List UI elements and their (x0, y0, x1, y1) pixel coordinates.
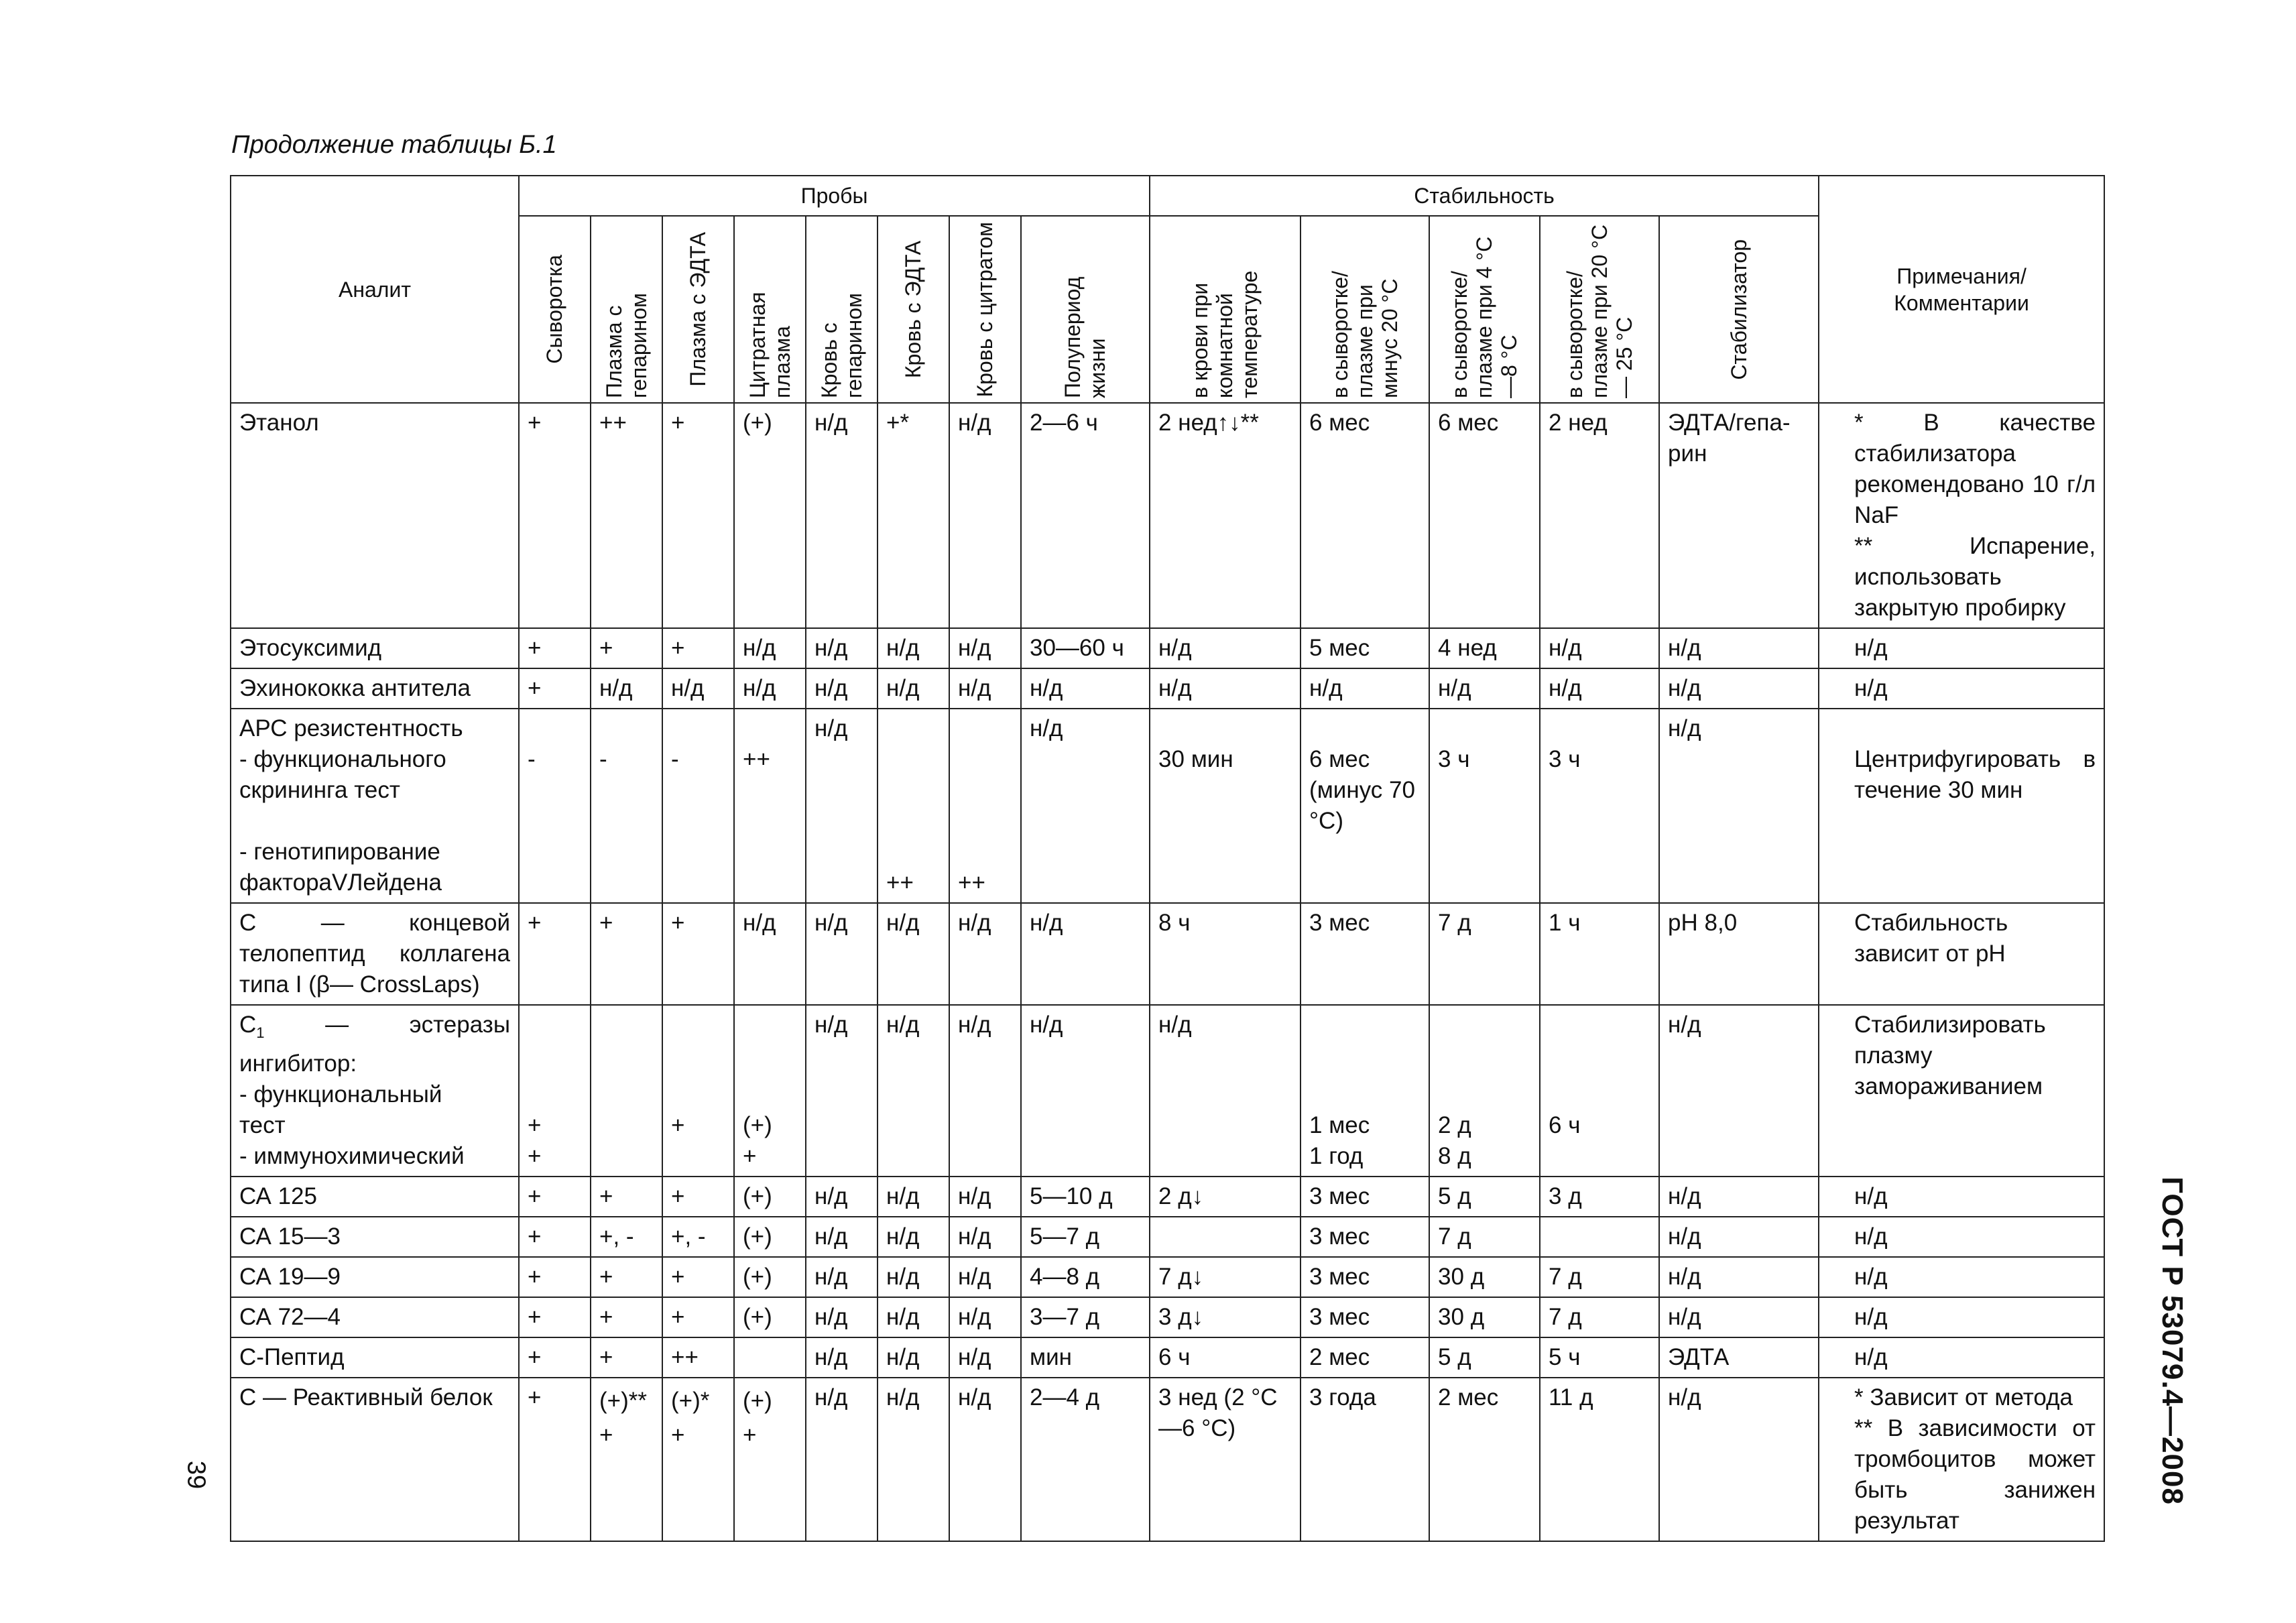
note-line: н/д (1854, 635, 1888, 661)
cell: н/д (878, 903, 949, 1005)
cell: н/д (949, 628, 1021, 668)
cell: н/д (1021, 903, 1150, 1005)
cell: + (662, 1177, 734, 1217)
cell: н/д (878, 1297, 949, 1337)
table-row (231, 1297, 2104, 1337)
cell: н/д (806, 903, 878, 1005)
cell: + (519, 403, 591, 628)
cell: + (662, 628, 734, 668)
cell: - (519, 709, 591, 903)
cell: н/д (806, 709, 878, 903)
header-heparin-plasma: Плазма с гепарином (591, 216, 662, 403)
header-edta-blood: Кровь с ЭДТА (878, 216, 949, 403)
cell: (+) (734, 1297, 806, 1337)
cell: н/д (1150, 668, 1301, 709)
cell: н/д (949, 1257, 1021, 1297)
cell: 7 д (1429, 1217, 1540, 1257)
cell: + (519, 1378, 591, 1541)
note-line: н/д (1854, 1264, 1888, 1290)
analyte-sub: - иммунохимический (239, 1143, 465, 1169)
analyte-title: $С_1$ — эстеразы ингибитор: (239, 1012, 510, 1077)
cell: мин (1021, 1337, 1150, 1378)
table-row (231, 628, 2104, 668)
cell: н/д (878, 1177, 949, 1217)
cell: (+) (734, 1217, 806, 1257)
analyte-name: СА 15—3 (231, 1217, 519, 1257)
cell: 7 д↓ (1150, 1257, 1301, 1297)
header-stability: Стабильность (1150, 176, 1819, 216)
cell: ++ (662, 1337, 734, 1378)
table-row (231, 709, 2104, 903)
cell: + (662, 903, 734, 1005)
cell: + (519, 628, 591, 668)
cell: 3 нед (2 °С—6 °С) (1150, 1378, 1301, 1541)
note-line: ** В зависимости от тромбоцитов может быть занижен результат (1854, 1415, 2096, 1534)
cell (591, 1005, 662, 1177)
cell: ЭДТА (1659, 1337, 1819, 1378)
cell: рН 8,0 (1659, 903, 1819, 1005)
analyte-name: Этосуксимид (231, 628, 519, 668)
cell: 6 мес (1429, 403, 1540, 628)
cell: 3—7 д (1021, 1297, 1150, 1337)
note-line: * В качестве стабилизатора рекомендовано 10 г/л NaF (1854, 410, 2096, 528)
stability-table (230, 175, 2105, 1542)
page-number: 39 (182, 1460, 210, 1490)
cell: +, - (662, 1217, 734, 1257)
cell: 2—6 ч (1021, 403, 1150, 628)
cell: 4 нед (1429, 628, 1540, 668)
cell: +, - (591, 1217, 662, 1257)
cell: 5 д (1429, 1337, 1540, 1378)
analyte-sub: тест (239, 1112, 286, 1138)
analyte-name: СА 19—9 (231, 1257, 519, 1297)
cell: н/д (1659, 1378, 1819, 1541)
cell: 2 мес (1429, 1378, 1540, 1541)
cell: 3 мес (1301, 1297, 1429, 1337)
analyte-name: Эхинококка антитела (231, 668, 519, 709)
header-citrate-blood: Кровь с цитратом (949, 216, 1021, 403)
cell: н/д (1659, 628, 1819, 668)
cell: + (519, 668, 591, 709)
analyte-name: Этанол (231, 403, 519, 628)
note-line: Стабильность зависит от рН (1854, 910, 2008, 967)
cell: ++ (878, 709, 949, 903)
analyte-name: С — концевой телопептид коллагена типа I (β— CrossLaps) (231, 903, 519, 1005)
analyte-sub: - функциональный (239, 1081, 442, 1107)
cell: н/д (878, 1337, 949, 1378)
cell: н/д (734, 668, 806, 709)
cell: н/д (949, 1297, 1021, 1337)
cell: 8 ч (1150, 903, 1301, 1005)
cell: 3 мес (1301, 1257, 1429, 1297)
note-line: н/д (1854, 1344, 1888, 1370)
cell: н/д (1659, 1005, 1819, 1177)
cell: 30—60 ч (1021, 628, 1150, 668)
note-cell (1819, 903, 2104, 1005)
cell: + (519, 903, 591, 1005)
cell: 5 д (1429, 1177, 1540, 1217)
cell: + (519, 1337, 591, 1378)
cell: 5—10 д (1021, 1177, 1150, 1217)
table-caption: Продолжение таблицы Б.1 (231, 131, 557, 159)
cell: 6 мес (минус 70 °С) (1301, 709, 1429, 903)
cell: - (662, 709, 734, 903)
header-serum-20-25: в сыворотке/ плазме при 20 °С — 25 °С (1540, 216, 1659, 403)
cell: 2—4 д (1021, 1378, 1150, 1541)
cell: 3 года (1301, 1378, 1429, 1541)
cell: 5 мес (1301, 628, 1429, 668)
cell: 2 мес (1301, 1337, 1429, 1378)
cell: 3 ч (1429, 709, 1540, 903)
cell: н/д (662, 668, 734, 709)
cell: 5—7 д (1021, 1217, 1150, 1257)
cell: 30 д (1429, 1257, 1540, 1297)
cell: н/д (949, 1337, 1021, 1378)
cell: 2 нед (1540, 403, 1659, 628)
note-cell (1819, 1005, 2104, 1177)
cell: 30 д (1429, 1297, 1540, 1337)
table-row (231, 1337, 2104, 1378)
cell: (+) (734, 403, 806, 628)
note-cell (1819, 1297, 2104, 1337)
cell: + + (519, 1005, 591, 1177)
cell: + (591, 1177, 662, 1217)
note-line: Стабилизировать плазму замораживанием (1854, 1012, 2046, 1099)
cell: н/д (806, 403, 878, 628)
document-code: ГОСТ Р 53079.4—2008 (2156, 1177, 2189, 1505)
cell: + (591, 1257, 662, 1297)
cell: (+) (734, 1177, 806, 1217)
cell: 3 д↓ (1150, 1297, 1301, 1337)
cell: н/д (806, 1005, 878, 1177)
cell: н/д (1429, 668, 1540, 709)
analyte-sub: - генотипирование фактораVЛейдена (239, 839, 442, 896)
cell: + (591, 628, 662, 668)
cell: н/д (878, 1005, 949, 1177)
cell: + (519, 1177, 591, 1217)
cell: 1 мес 1 год (1301, 1005, 1429, 1177)
header-serum-minus-20: в сыворотке/ плазме при минус 20 °С (1301, 216, 1429, 403)
cell: + (519, 1297, 591, 1337)
header-heparin-blood: Кровь с гепарином (806, 216, 878, 403)
header-citrate-plasma: Цитратная плазма (734, 216, 806, 403)
note-line: Центрифугировать в течение 30 мин (1854, 746, 2096, 803)
cell: +* (878, 403, 949, 628)
cell: н/д (1540, 668, 1659, 709)
cell: 2 д 8 д (1429, 1005, 1540, 1177)
note-cell (1819, 403, 2104, 628)
header-half-life: Полупериод жизни (1021, 216, 1150, 403)
cell: - (591, 709, 662, 903)
cell: 6 мес (1301, 403, 1429, 628)
cell: н/д (949, 1217, 1021, 1257)
analyte-name: С-Пептид (231, 1337, 519, 1378)
cell: н/д (949, 1177, 1021, 1217)
cell: + (519, 1257, 591, 1297)
cell: н/д (949, 403, 1021, 628)
cell: н/д (878, 628, 949, 668)
note-cell (1819, 1217, 2104, 1257)
cell: (+) + (734, 1378, 806, 1541)
cell: н/д (1021, 1005, 1150, 1177)
note-cell (1819, 628, 2104, 668)
cell: н/д (1659, 1297, 1819, 1337)
cell: н/д (1659, 1217, 1819, 1257)
cell: 1 ч (1540, 903, 1659, 1005)
note-cell (1819, 1337, 2104, 1378)
cell: ЭДТА/гепа-рин (1659, 403, 1819, 628)
cell: н/д (1659, 1257, 1819, 1297)
cell: н/д (806, 1177, 878, 1217)
cell: н/д (806, 628, 878, 668)
cell: н/д (1150, 628, 1301, 668)
cell: + (662, 1297, 734, 1337)
header-samples: Пробы (519, 176, 1150, 216)
table-row (231, 1217, 2104, 1257)
table-row (231, 668, 2104, 709)
cell: + (591, 1337, 662, 1378)
cell: н/д (878, 1217, 949, 1257)
analyte-sub: - функционального скрининга тест (239, 746, 446, 803)
cell: + (662, 403, 734, 628)
analyte-name: С — Реактивный белок (231, 1378, 519, 1541)
cell: + (519, 1217, 591, 1257)
cell: 3 мес (1301, 1217, 1429, 1257)
note-line: н/д (1854, 1223, 1888, 1250)
note-line: н/д (1854, 675, 1888, 701)
cell: (+) (734, 1257, 806, 1297)
cell: (+)** + (591, 1378, 662, 1541)
note-cell (1819, 668, 2104, 709)
cell: (+)* + (662, 1378, 734, 1541)
cell: 3 д (1540, 1177, 1659, 1217)
cell: н/д (806, 1337, 878, 1378)
note-line: ** Испарение, использовать закрытую пробирку (1854, 533, 2096, 621)
note-line: * Зависит от метода (1854, 1384, 2073, 1410)
cell: н/д (1659, 668, 1819, 709)
note-cell (1819, 1378, 2104, 1541)
cell: н/д (1021, 709, 1150, 903)
cell: 7 д (1540, 1257, 1659, 1297)
cell: 2 нед↑↓** (1150, 403, 1301, 628)
note-cell (1819, 1177, 2104, 1217)
analyte-name: СА 72—4 (231, 1297, 519, 1337)
header-notes: Примечания/ Комментарии (1819, 176, 2104, 403)
cell (1150, 1217, 1301, 1257)
cell: н/д (806, 1217, 878, 1257)
cell: 6 ч (1540, 1005, 1659, 1177)
header-serum: Сыворотка (519, 216, 591, 403)
cell: н/д (591, 668, 662, 709)
note-line: н/д (1854, 1304, 1888, 1330)
cell: + (662, 1257, 734, 1297)
cell: 7 д (1540, 1297, 1659, 1337)
cell: 6 ч (1150, 1337, 1301, 1378)
cell: н/д (806, 668, 878, 709)
cell: н/д (806, 1378, 878, 1541)
header-stabilizer: Стабилизатор (1659, 216, 1819, 403)
analyte-name (231, 1005, 519, 1177)
header-row-groups (231, 176, 2104, 216)
header-edta-plasma: Плазма с ЭДТА (662, 216, 734, 403)
cell: н/д (1150, 1005, 1301, 1177)
cell: н/д (949, 903, 1021, 1005)
cell: 4—8 д (1021, 1257, 1150, 1297)
analyte-name (231, 709, 519, 903)
cell (734, 1337, 806, 1378)
table-row (231, 1177, 2104, 1217)
cell: 3 мес (1301, 1177, 1429, 1217)
cell: н/д (1659, 1177, 1819, 1217)
cell: 11 д (1540, 1378, 1659, 1541)
analyte-name: СА 125 (231, 1177, 519, 1217)
cell: н/д (949, 1005, 1021, 1177)
cell (1540, 1217, 1659, 1257)
cell: н/д (806, 1297, 878, 1337)
cell: 5 ч (1540, 1337, 1659, 1378)
cell: + (591, 903, 662, 1005)
cell: + (591, 1297, 662, 1337)
table-row (231, 1005, 2104, 1177)
note-cell (1819, 709, 2104, 903)
table-row (231, 1378, 2104, 1541)
cell: н/д (1021, 668, 1150, 709)
cell: 3 ч (1540, 709, 1659, 903)
analyte-title: АРС резистентность (239, 715, 463, 741)
cell: н/д (1659, 709, 1819, 903)
header-analyte: Аналит (231, 176, 519, 403)
cell: + (662, 1005, 734, 1177)
cell: 2 д↓ (1150, 1177, 1301, 1217)
cell: 7 д (1429, 903, 1540, 1005)
cell: н/д (806, 1257, 878, 1297)
note-cell (1819, 1257, 2104, 1297)
cell: н/д (949, 1378, 1021, 1541)
cell: н/д (1301, 668, 1429, 709)
cell: н/д (1540, 628, 1659, 668)
header-serum-4-8: в сыворотке/ плазме при 4 °С—8 °С (1429, 216, 1540, 403)
table-row (231, 903, 2104, 1005)
cell: 3 мес (1301, 903, 1429, 1005)
header-blood-room-temp: в крови при комнатной температуре (1150, 216, 1301, 403)
cell: н/д (878, 1257, 949, 1297)
cell: н/д (734, 903, 806, 1005)
cell: н/д (878, 1378, 949, 1541)
cell: ++ (949, 709, 1021, 903)
cell: 30 мин (1150, 709, 1301, 903)
cell: н/д (949, 668, 1021, 709)
cell: ++ (591, 403, 662, 628)
table-row (231, 1257, 2104, 1297)
note-line: н/д (1854, 1183, 1888, 1209)
cell: н/д (878, 668, 949, 709)
cell: н/д (734, 628, 806, 668)
cell: (+) + (734, 1005, 806, 1177)
cell: ++ (734, 709, 806, 903)
table-row (231, 403, 2104, 628)
